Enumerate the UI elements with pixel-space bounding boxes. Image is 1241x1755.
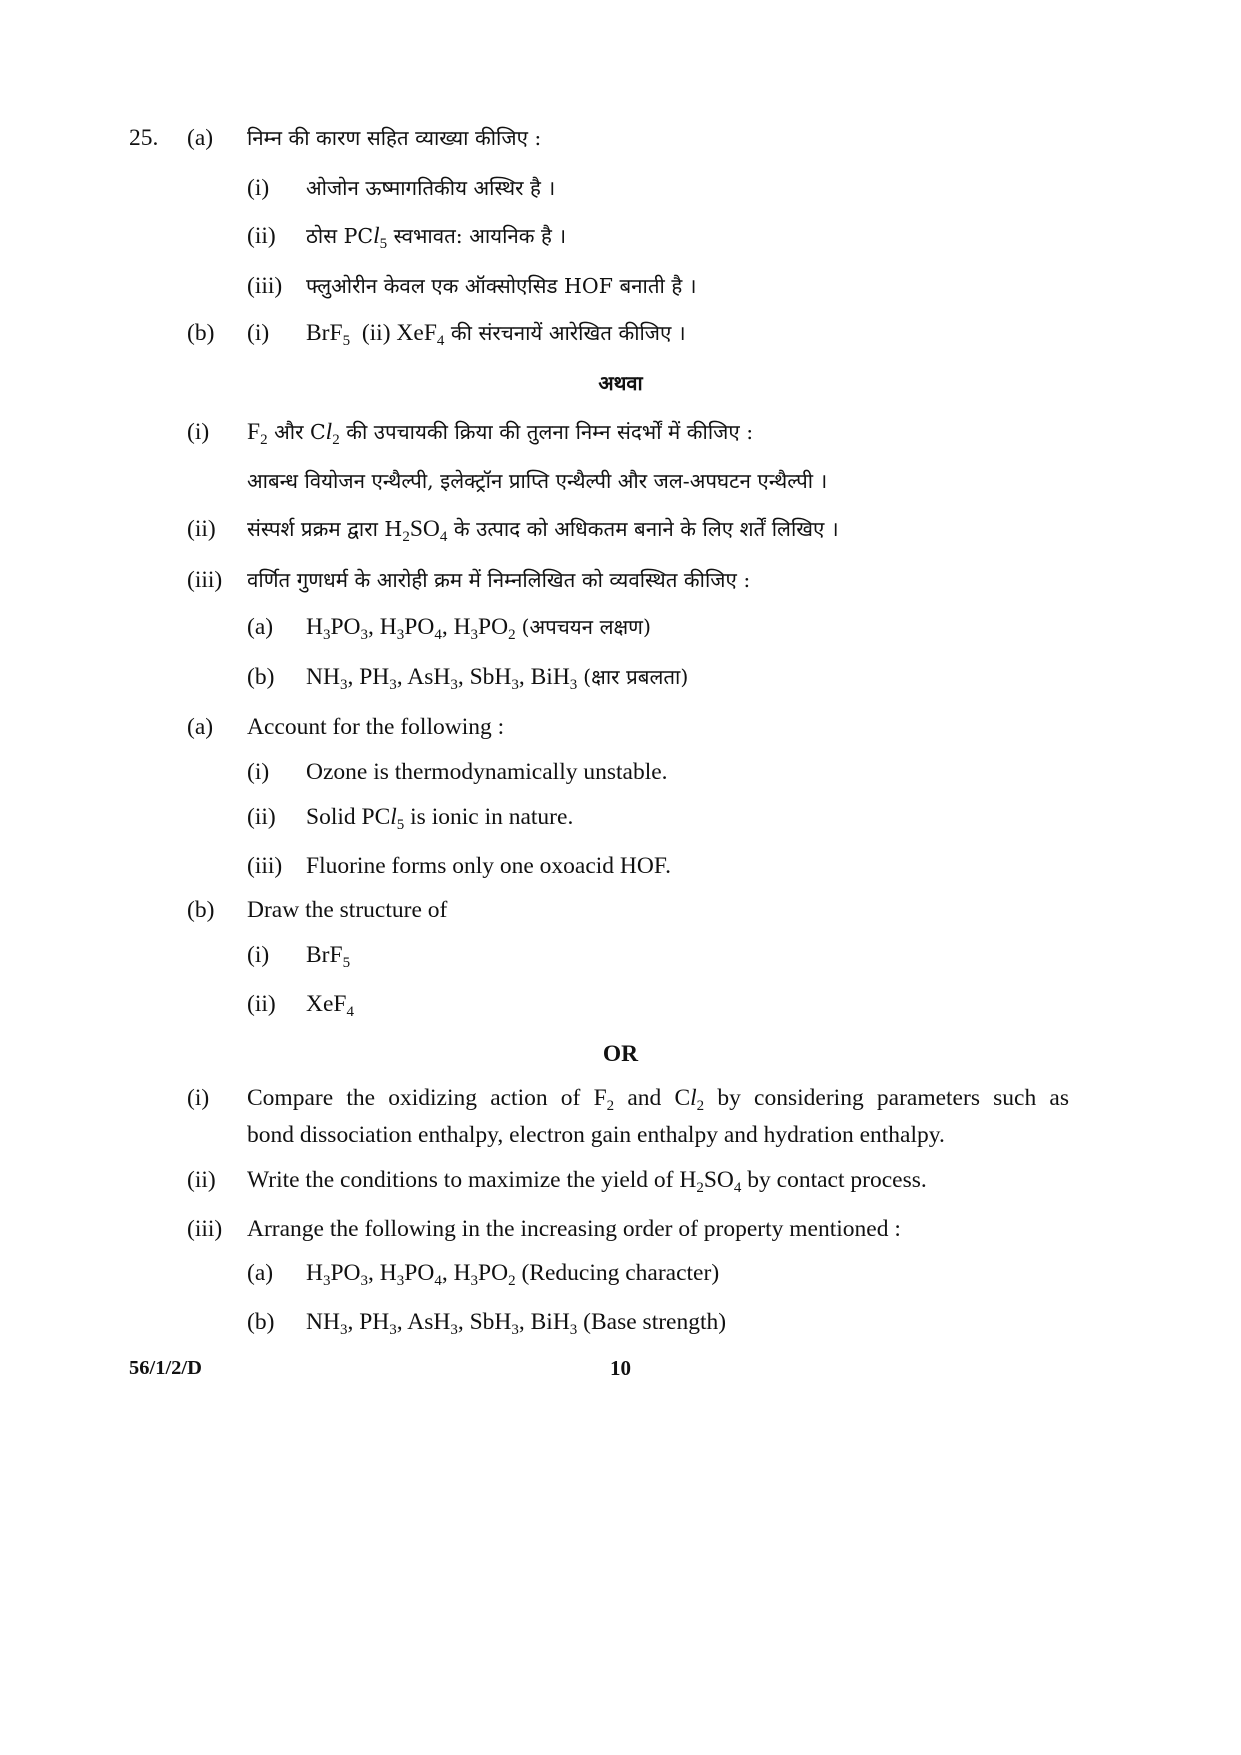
english-alt-1-line-1	[0, 1078, 1241, 1118]
subscript: 4	[434, 627, 442, 643]
hydride-formulas	[306, 1302, 726, 1342]
item-text: Fluorine forms only one oxoacid HOF.	[306, 853, 671, 879]
subscript: 3	[511, 677, 519, 693]
subscript: 3	[360, 1273, 369, 1289]
item-label: (ii)	[247, 804, 276, 830]
text-segment: by contact process.	[741, 1167, 927, 1193]
subscript: 3	[360, 627, 369, 643]
paper-code: 56/1/2/D	[129, 1357, 202, 1379]
part-intro: Account for the following :	[247, 714, 505, 740]
question-number: 25.	[129, 125, 159, 151]
formula-part: H	[453, 614, 471, 640]
hindi-a-item-3	[0, 266, 1241, 306]
hindi-b-line	[0, 313, 1241, 353]
formula-part: PO	[404, 1260, 435, 1286]
subscript: 3	[322, 1273, 331, 1289]
formula-part: AsH	[407, 664, 451, 690]
page-footer	[0, 1348, 1241, 1388]
subscript: 2	[696, 1098, 705, 1114]
hindi-alt-3a-line	[0, 607, 1241, 647]
text-segment: और C	[267, 420, 326, 444]
subscript: 5	[342, 955, 351, 971]
text-segment: Write the conditions to maximize the yield of H	[247, 1167, 697, 1193]
formula-part: H	[379, 614, 397, 640]
hydride-formulas	[306, 657, 688, 697]
subscript: 4	[346, 1004, 354, 1020]
italic-l: l	[390, 804, 397, 830]
item-label: (ii)	[247, 991, 276, 1017]
subscript: 3	[450, 1322, 458, 1338]
subscript: 3	[396, 1273, 405, 1289]
part-label: (b)	[187, 320, 215, 346]
english-a-line	[0, 707, 1241, 747]
formula-part: XeF	[306, 991, 347, 1017]
subscript: 4	[439, 529, 448, 545]
text-segment: ठोस PC	[306, 224, 374, 248]
formula-part: H	[306, 614, 323, 640]
text-segment: F	[247, 419, 261, 445]
formula-part: PO	[404, 614, 435, 640]
english-alt-3b-line	[0, 1302, 1241, 1342]
formula-part: H	[453, 1260, 471, 1286]
page-number: 10	[610, 1356, 631, 1380]
subscript: 2	[260, 432, 268, 448]
separator: ,	[396, 664, 408, 690]
subscript: 3	[569, 1322, 578, 1338]
formula-part: BiH	[530, 1309, 570, 1335]
formula-part: NH	[306, 1309, 340, 1335]
hindi-or-line	[0, 363, 1241, 403]
text-segment: SO	[703, 1167, 734, 1193]
formula-part: H	[306, 1260, 323, 1286]
text-segment: by considering parameters such as	[704, 1085, 1069, 1111]
formula-part: BrF	[306, 942, 343, 968]
italic-l: l	[690, 1085, 697, 1111]
separator: ,	[347, 1309, 360, 1335]
hindi-a-item-1	[0, 168, 1241, 208]
formula-part: SbH	[469, 1309, 512, 1335]
hindi-alt-3b-line	[0, 657, 1241, 697]
item-text-continuation: bond dissociation enthalpy, electron gain enthalpy and hydration enthalpy.	[247, 1122, 945, 1148]
separator: ,	[441, 1260, 454, 1286]
english-a-item-3	[0, 846, 1241, 886]
separator: ,	[518, 664, 531, 690]
sub-label: (i)	[247, 320, 270, 346]
item-label: (i)	[187, 1085, 210, 1111]
formula-part: PO	[478, 1260, 509, 1286]
text-segment: (ii) XeF	[350, 320, 437, 346]
item-label: (iii)	[187, 567, 223, 593]
sub-item-label: (b)	[247, 1309, 275, 1335]
item-label: (iii)	[247, 853, 283, 879]
separator: ,	[368, 1260, 380, 1286]
separator: ,	[518, 1309, 531, 1335]
formula-part: PO	[330, 614, 361, 640]
property-label: (Base strength)	[583, 1309, 727, 1335]
subscript: 3	[339, 1322, 348, 1338]
part-intro: Draw the structure of	[247, 897, 448, 923]
item-text	[247, 1078, 1069, 1118]
subscript: 4	[434, 1273, 442, 1289]
sub-item-label: (a)	[247, 1260, 274, 1286]
item-text	[247, 1160, 927, 1200]
item-text	[306, 935, 350, 975]
item-text	[247, 412, 753, 452]
separator: ,	[368, 614, 380, 640]
formula-part: NH	[306, 664, 340, 690]
formula-part: BiH	[530, 664, 570, 690]
italic-l: l	[373, 223, 380, 249]
formula-part: PO	[478, 614, 509, 640]
item-text: Arrange the following in the increasing order of property mentioned :	[247, 1216, 901, 1242]
sub-item-label: (a)	[247, 614, 274, 640]
english-or-line	[0, 1034, 1241, 1074]
acid-formulas	[306, 607, 651, 647]
hindi-alt-1-line-2	[0, 461, 1241, 501]
formula-part: H	[379, 1260, 397, 1286]
separator: ,	[457, 664, 470, 690]
subscript: 2	[402, 529, 410, 545]
part-intro: निम्न की कारण सहित व्याख्या कीजिए :	[247, 126, 542, 150]
subscript: 2	[508, 627, 516, 643]
item-label: (ii)	[187, 516, 216, 542]
item-text	[306, 216, 566, 256]
text-segment: SO	[409, 516, 440, 542]
text-segment: is ionic in nature.	[404, 804, 574, 830]
formula-part: PH	[359, 1309, 390, 1335]
part-label: (a)	[187, 714, 214, 740]
separator: ,	[441, 614, 454, 640]
english-alt-3-line	[0, 1209, 1241, 1249]
item-label: (iii)	[247, 273, 283, 299]
acid-formulas	[306, 1253, 719, 1293]
text-segment: की संरचनायें आरेखित कीजिए ।	[444, 321, 686, 345]
formula-part: AsH	[407, 1309, 451, 1335]
item-text: ओजोन ऊष्मागतिकीय अस्थिर है ।	[306, 176, 556, 200]
subscript: 3	[569, 677, 578, 693]
item-text	[306, 797, 573, 837]
item-text: फ्लुओरीन केवल एक ऑक्सोएसिड HOF बनाती है ।	[306, 274, 697, 298]
hindi-alt-3-line	[0, 560, 1241, 600]
separator: ,	[396, 1309, 408, 1335]
formula-part: PO	[330, 1260, 361, 1286]
separator: ,	[347, 664, 360, 690]
subscript: 2	[508, 1273, 516, 1289]
english-alt-1-line-2	[0, 1115, 1241, 1155]
item-label: (ii)	[247, 223, 276, 249]
subscript: 3	[389, 677, 397, 693]
formula-part: PH	[359, 664, 390, 690]
text-segment: के उत्पाद को अधिकतम बनाने के लिए शर्तें लिखिए ।	[447, 517, 839, 541]
subscript: 2	[332, 432, 340, 448]
subscript: 3	[339, 677, 348, 693]
part-label: (a)	[187, 125, 214, 151]
subscript: 3	[396, 627, 405, 643]
english-alt-2-line	[0, 1160, 1241, 1200]
item-text-continuation: आबन्ध वियोजन एन्थैल्पी, इलेक्ट्रॉन प्राप्ति एन्थैल्पी और जल-अपघटन एन्थैल्पी ।	[247, 469, 828, 493]
subscript: 5	[379, 236, 388, 252]
text-segment: की उपचायकी क्रिया की तुलना निम्न संदर्भों में कीजिए :	[339, 420, 754, 444]
item-text	[306, 984, 354, 1024]
or-heading-english: OR	[602, 1041, 639, 1067]
english-b-line	[0, 890, 1241, 930]
english-alt-3a-line	[0, 1253, 1241, 1293]
subscript: 3	[389, 1322, 397, 1338]
item-label: (i)	[187, 419, 210, 445]
text-segment: Compare the oxidizing action of F	[247, 1085, 607, 1111]
english-b-item-1	[0, 935, 1241, 975]
subscript: 3	[470, 1273, 479, 1289]
property-label: (अपचयन लक्षण)	[521, 615, 651, 639]
text-segment: स्वभावत: आयनिक है ।	[387, 224, 567, 248]
subscript: 4	[733, 1180, 742, 1196]
text-segment: BrF	[306, 320, 343, 346]
text-segment: संस्पर्श प्रक्रम द्वारा H	[247, 517, 403, 541]
subscript: 3	[511, 1322, 519, 1338]
item-text	[247, 509, 839, 549]
item-label: (i)	[247, 942, 270, 968]
english-a-item-2	[0, 797, 1241, 837]
item-label: (ii)	[187, 1167, 216, 1193]
subscript: 3	[470, 627, 479, 643]
item-label: (i)	[247, 175, 270, 201]
text-segment: and C	[614, 1085, 691, 1111]
italic-l: l	[325, 419, 333, 445]
item-text: Ozone is thermodynamically unstable.	[306, 759, 668, 785]
formula-part: SbH	[469, 664, 512, 690]
subscript: 3	[322, 627, 331, 643]
property-label: (Reducing character)	[521, 1260, 720, 1286]
hindi-alt-1-line-1	[0, 412, 1241, 452]
english-b-item-2	[0, 984, 1241, 1024]
part-label: (b)	[187, 897, 215, 923]
item-label: (i)	[247, 759, 270, 785]
q25-hindi-a-line	[0, 118, 1241, 158]
text-segment: Solid PC	[306, 804, 391, 830]
property-label: (क्षार प्रबलता)	[583, 665, 689, 689]
subscript: 5	[396, 817, 405, 833]
subscript: 2	[696, 1180, 704, 1196]
item-text: वर्णित गुणधर्म के आरोही क्रम में निम्नलिखित को व्यवस्थित कीजिए :	[247, 568, 751, 592]
english-a-item-1	[0, 752, 1241, 792]
subscript: 5	[342, 333, 351, 349]
hindi-a-item-2	[0, 216, 1241, 256]
item-label: (iii)	[187, 1216, 223, 1242]
sub-item-label: (b)	[247, 664, 275, 690]
or-heading-hindi: अथवा	[598, 371, 643, 395]
subscript: 2	[606, 1098, 615, 1114]
hindi-alt-2-line	[0, 509, 1241, 549]
subscript: 4	[436, 333, 445, 349]
item-text	[306, 313, 686, 353]
subscript: 3	[450, 677, 458, 693]
separator: ,	[457, 1309, 470, 1335]
